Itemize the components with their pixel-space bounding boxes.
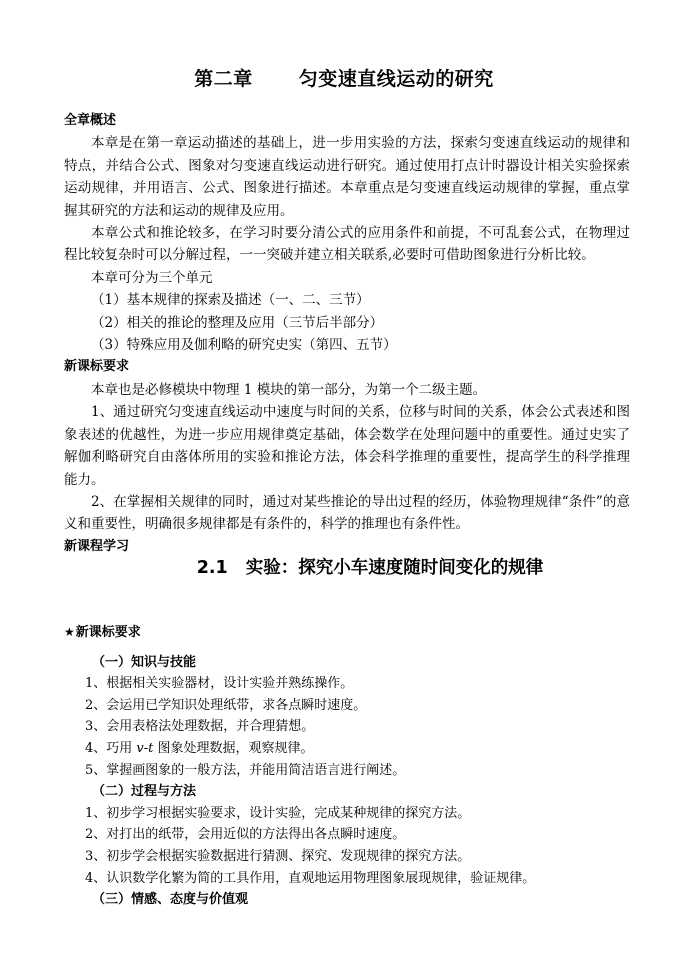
star-icon: ★ bbox=[64, 625, 75, 639]
section-title bbox=[0, 554, 688, 579]
list-item: 3、初步学会根据实验数据进行猜测、探究、发现规律的探究方法。 bbox=[85, 848, 471, 864]
list-item bbox=[64, 738, 630, 760]
new-course-heading: 新课程学习 bbox=[64, 538, 130, 554]
attitude-heading: （三）情感、态度与价值观 bbox=[92, 892, 249, 908]
list-item: 1、根据相关实验器材，设计实验并熟练操作。 bbox=[85, 676, 354, 692]
list-item-suffix: 图象处理数据，观察规律。 bbox=[153, 740, 314, 756]
section-standards-label: 新课标要求 bbox=[75, 625, 141, 640]
list-item: 2、会运用已学知识处理纸带，求各点瞬时速度。 bbox=[85, 697, 367, 713]
section-name: 实验：探究小车速度随时间变化的规律 bbox=[245, 558, 544, 578]
vt-term: v-t bbox=[136, 740, 154, 756]
overview-paragraph-1: 本章是在第一章运动描述的基础上，进一步用实验的方法，探索匀变速直线运动的规律和特点，并结合公式、图象对匀变速直线运动进行研究。通过使用打点计时器设计相关实验探索运动规律，并用语言、公式、图象进行描述。本章重点是匀变速直线运动规律的掌握，重点掌握其研究的方法和运动的规律及应用。 bbox=[64, 135, 630, 219]
unit-item: （3）特殊应用及伽利略的研究史实（第四、五节） bbox=[91, 337, 397, 354]
list-item-prefix: 4、巧用 bbox=[85, 740, 137, 756]
list-item: 2、对打出的纸带，会用近似的方法得出各点瞬时速度。 bbox=[85, 827, 406, 843]
standards-paragraph-1: 本章也是必修模块中物理 1 模块的第一部分，为第一个二级主题。 bbox=[91, 381, 487, 398]
unit-item: （1）基本规律的探索及描述（一、二、三节） bbox=[91, 292, 370, 309]
chapter-name: 匀变速直线运动的研究 bbox=[298, 68, 494, 90]
overview-paragraph-2: 本章公式和推论较多，在学习时要分清公式的应用条件和前提，不可乱套公式，在物理过程比较复杂时可以分解过程，一一突破并建立相关联系,必要时可借助图象进行分析比较。 bbox=[64, 225, 630, 264]
standards-paragraph-3: 2、在掌握相关规律的同时，通过对某些推论的导出过程的经历，体验物理规律“条件”的意义和重要性，明确很多规律都是有条件的，科学的推理也有条件性。 bbox=[64, 493, 630, 533]
list-item: 1、初步学习根据实验要求，设计实验，完成某种规律的探究方法。 bbox=[85, 805, 471, 821]
knowledge-heading: （一）知识与技能 bbox=[92, 654, 197, 670]
list-item: 3、会用表格法处理数据，并合理猜想。 bbox=[85, 719, 315, 735]
chapter-number: 第二章 bbox=[194, 68, 253, 90]
chapter-title bbox=[0, 64, 688, 91]
section-number: 2.1 bbox=[196, 558, 228, 578]
overview-heading: 全章概述 bbox=[64, 113, 117, 128]
section-standards bbox=[64, 622, 630, 911]
overview-section bbox=[64, 110, 630, 558]
standards-heading: 新课标要求 bbox=[64, 359, 130, 375]
unit-item: （2）相关的推论的整理及应用（三节后半部分） bbox=[91, 314, 384, 331]
list-item: 5、掌握画图象的一般方法，并能用简洁语言进行阐述。 bbox=[85, 762, 406, 778]
section-standards-heading bbox=[64, 622, 630, 644]
overview-paragraph-3: 本章可分为三个单元 bbox=[91, 269, 213, 286]
list-item: 4、认识数学化繁为简的工具作用，直观地运用物理图象展现规律，验证规律。 bbox=[85, 870, 536, 886]
standards-paragraph-2: 1、通过研究匀变速直线运动中速度与时间的关系，位移与时间的关系，体会公式表述和图象表述的优越性，为进一步应用规律奠定基础，体会数学在处理问题中的重要性。通过史实了解伽利略研究自由落体所用的实验和推论方法，体会科学推理的重要性，提高学生的科学推理能力。 bbox=[64, 404, 630, 488]
process-heading: （二）过程与方法 bbox=[92, 784, 197, 800]
